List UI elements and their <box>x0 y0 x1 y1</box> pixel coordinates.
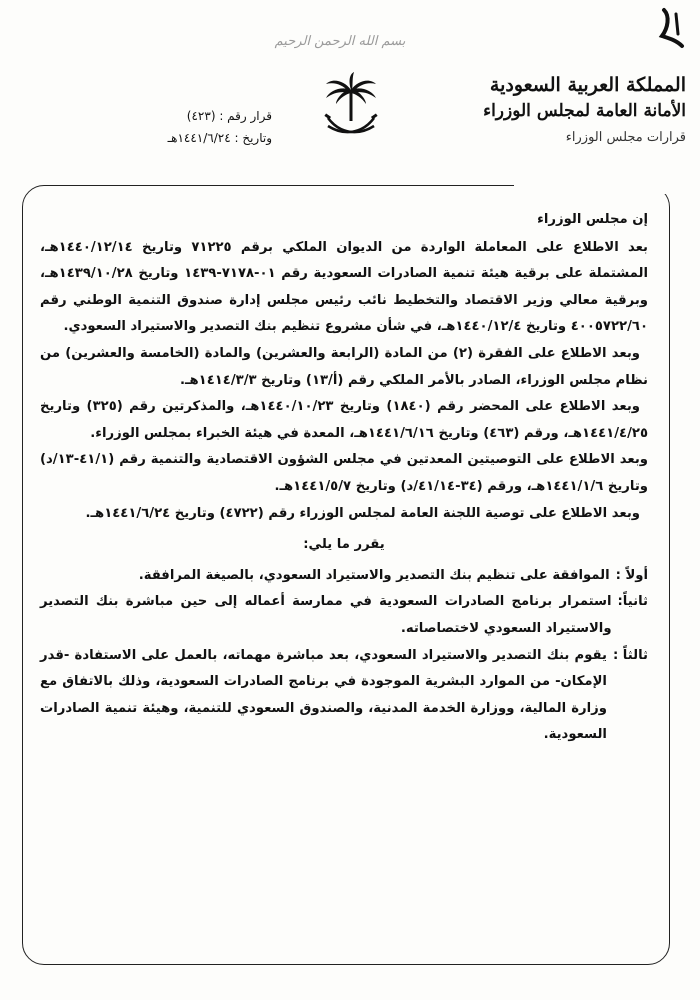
item-label: ثانياً: <box>617 594 648 610</box>
kingdom-name: المملكة العربية السعودية <box>489 74 686 96</box>
decision-body <box>40 207 648 749</box>
decision-date: وتاريخ : ١٤٤١/٦/٢٤هـ <box>167 131 272 145</box>
letterhead <box>476 72 686 148</box>
decision-item-1 <box>40 563 648 590</box>
basmala: بسم الله الرحمن الرحيم <box>274 33 406 49</box>
preamble-paragraph-2: وبعد الاطلاع على الفقرة (٢) من المادة (الرابعة والعشرين) والمادة (الخامسة والعشرين) من نظام مجلس الوزراء، الصادر بالأمر الملكي رقم (أ/١٣) وتاريخ ١٤١٤/٣/٣هـ. <box>40 345 648 388</box>
item-text: يقوم بنك التصدير والاستيراد السعودي، بعد مباشرة مهماته، بالعمل على الاستفادة -قدر الإمكان- من الموارد البشرية الموجودة في برنامج الصادرات السعودية، وذلك بالاتفاق مع وزارة المالية، ووزارة الخدمة المدنية، والصندوق السعودي للتنمية، وهيئة تنمية الصادرات السعودية. <box>40 647 607 743</box>
preamble-paragraph-3: وبعد الاطلاع على المحضر رقم (١٨٤٠) وتاريخ ١٤٤٠/١٠/٢٣هـ، والمذكرتين رقم (٣٢٥) وتاريخ ١٤٤١/٤/٢٥هـ، ورقم (٤٦٣) وتاريخ ١٤٤١/٦/١٦هـ، المعدة في هيئة الخبراء بمجلس الوزراء. <box>40 399 648 441</box>
item-label: ثالثاً : <box>612 647 648 663</box>
frame-gap <box>514 178 684 194</box>
decides-heading: يقرر ما يلي: <box>303 537 385 553</box>
item-text: استمرار برنامج الصادرات السعودية في ممارسة أعماله إلى حين مباشرة بنك التصدير والاستيراد السعودي لاختصاصاته. <box>40 594 612 636</box>
saudi-palm-swords-emblem-icon <box>322 72 380 142</box>
secretariat-name: الأمانة العامة لمجلس الوزراء <box>483 101 686 121</box>
decision-item-3 <box>40 643 648 749</box>
decision-meta <box>112 105 272 149</box>
decision-item-2 <box>40 589 648 642</box>
opening-line: إن مجلس الوزراء <box>537 212 648 227</box>
decision-number: قرار رقم : (٤٢٣) <box>186 109 272 123</box>
item-text: الموافقة على تنظيم بنك التصدير والاستيراد السعودي، بالصيغة المرافقة. <box>138 567 610 583</box>
item-label: أولاً : <box>615 567 648 583</box>
preamble-paragraph-1: بعد الاطلاع على المعاملة الواردة من الديوان الملكي برقم ٧١٢٢٥ وتاريخ ١٤٤٠/١٢/١٤هـ، المشتملة على برقية هيئة تنمية الصادرات السعودية رقم ٠١-٧١٧٨-١٤٣٩ وتاريخ ١٤٣٩/١٠/٢٨هـ، وبرقية معالي وزير الاقتصاد والتخطيط نائب رئيس مجلس إدارة صندوق التنمية الوطني رقم ٤٠٠٥٧٢٢/٦٠ وتاريخ ١٤٤٠/١٢/٤هـ، في شأن مشروع تنظيم بنك التصدير والاستيراد السعودي. <box>40 239 648 335</box>
section-name: قرارات مجلس الوزراء <box>565 130 686 145</box>
handwritten-mark-icon <box>656 6 692 50</box>
preamble-paragraph-5: وبعد الاطلاع على توصية اللجنة العامة لمجلس الوزراء رقم (٤٧٢٢) وتاريخ ١٤٤١/٦/٢٤هـ. <box>85 505 640 521</box>
preamble-paragraph-4: وبعد الاطلاع على التوصيتين المعدتين في مجلس الشؤون الاقتصادية والتنمية رقم (٤١/١-١٣/د) وتاريخ ١٤٤١/١/٦هـ، ورقم (٣٤-٤١/١٤/د) وتاريخ ١٤٤١/٥/٧هـ. <box>40 452 648 494</box>
